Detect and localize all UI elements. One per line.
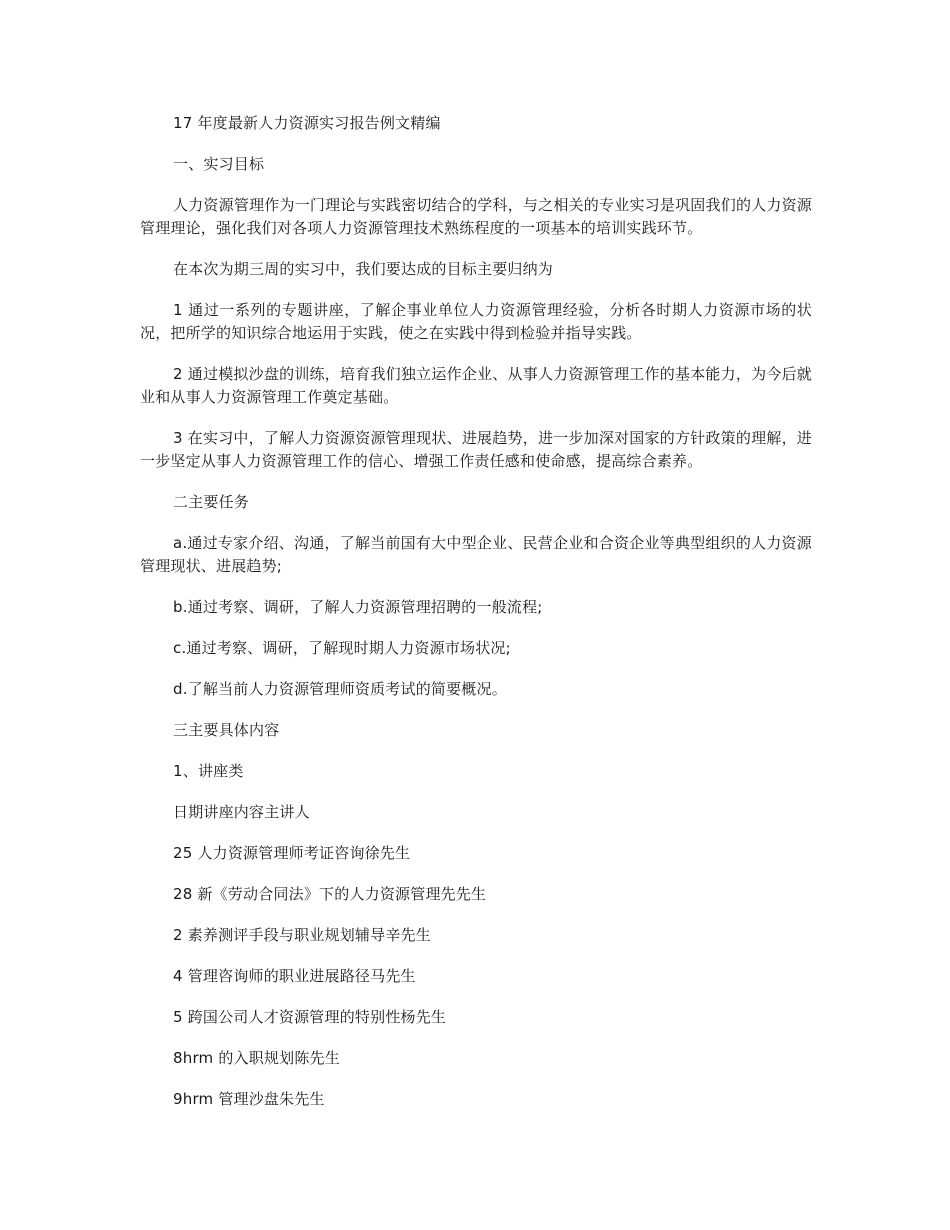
list-item: 3 在实习中，了解人力资源资源管理现状、进展趋势，进一步加深对国家的方针政策的理解，进一步坚定从事人力资源管理工作的信心、增强工作责任感和使命感，提高综合素养。 (140, 429, 812, 470)
lecture-row: 5 跨国公司人才资源管理的特别性杨先生 (173, 1008, 447, 1026)
list-item: b.通过考察、调研，了解人力资源管理招聘的一般流程; (173, 598, 543, 616)
lecture-row: 25 人力资源管理师考证咨询徐先生 (173, 844, 411, 862)
section-heading-internship-goals: 一、实习目标 (173, 155, 265, 173)
lecture-table-header: 日期讲座内容主讲人 (173, 803, 310, 821)
list-item: c.通过考察、调研，了解现时期人力资源市场状况; (173, 639, 511, 657)
list-item: d.了解当前人力资源管理师资质考试的简要概况。 (173, 680, 507, 698)
lecture-row: 4 管理咨询师的职业进展路径马先生 (173, 967, 416, 985)
list-item: 2 通过模拟沙盘的训练，培育我们独立运作企业、从事人力资源管理工作的基本能力，为今后就业和从事人力资源管理工作奠定基础。 (140, 365, 812, 406)
lecture-row: 9hrm 管理沙盘朱先生 (173, 1090, 325, 1108)
list-item: a.通过专家介绍、沟通，了解当前国有大中型企业、民营企业和合资企业等典型组织的人力资源管理现状、进展趋势; (140, 534, 812, 575)
lecture-row: 28 新《劳动合同法》下的人力资源管理先先生 (173, 885, 487, 903)
document-title: 17 年度最新人力资源实习报告例文精编 (173, 114, 441, 132)
paragraph: 人力资源管理作为一门理论与实践密切结合的学科，与之相关的专业实习是巩固我们的人力资源管理理论，强化我们对各项人力资源管理技术熟练程度的一项基本的培训实践环节。 (140, 196, 812, 237)
subsection-heading-lectures: 1、讲座类 (173, 762, 244, 780)
section-heading-main-content: 三主要具体内容 (173, 721, 280, 739)
list-item: 1 通过一系列的专题讲座，了解企事业单位人力资源管理经验，分析各时期人力资源市场的状况，把所学的知识综合地运用于实践，使之在实践中得到检验并指导实践。 (140, 301, 812, 342)
paragraph: 在本次为期三周的实习中，我们要达成的目标主要归纳为 (173, 260, 554, 278)
section-heading-main-tasks: 二主要任务 (173, 493, 250, 511)
lecture-row: 8hrm 的入职规划陈先生 (173, 1049, 340, 1067)
lecture-row: 2 素养测评手段与职业规划辅导辛先生 (173, 926, 431, 944)
document-page (140, 112, 812, 1129)
